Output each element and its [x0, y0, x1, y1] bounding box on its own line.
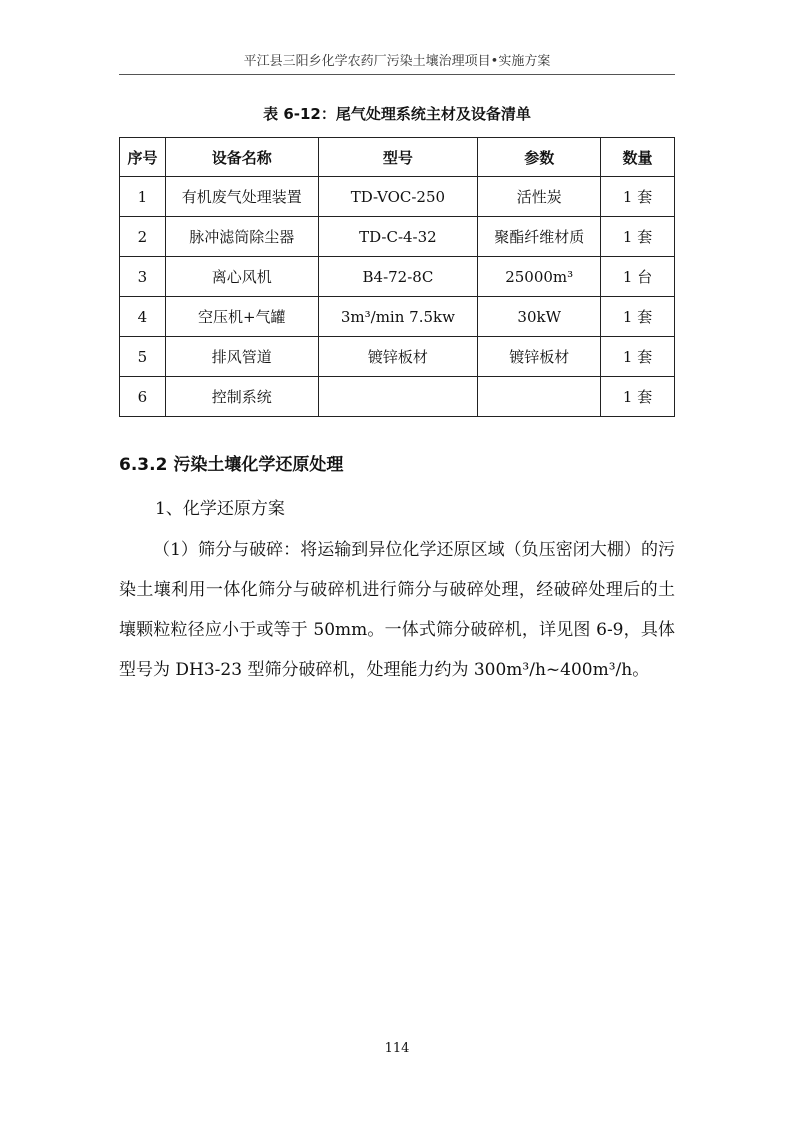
cell-name: 离心风机	[165, 257, 318, 297]
cell-no: 1	[120, 177, 166, 217]
cell-qty: 1 套	[601, 217, 675, 257]
cell-param	[478, 377, 601, 417]
cell-param: 25000m³	[478, 257, 601, 297]
column-header-qty: 数量	[601, 138, 675, 177]
table-row	[120, 217, 675, 257]
cell-name: 脉冲滤筒除尘器	[165, 217, 318, 257]
cell-param: 30kW	[478, 297, 601, 337]
table-row	[120, 177, 675, 217]
column-header-model: 型号	[318, 138, 478, 177]
table-row	[120, 257, 675, 297]
cell-no: 5	[120, 337, 166, 377]
header-divider	[119, 74, 675, 75]
cell-param: 镀锌板材	[478, 337, 601, 377]
table-row	[120, 377, 675, 417]
cell-qty: 1 套	[601, 337, 675, 377]
cell-model: 3m³/min 7.5kw	[318, 297, 478, 337]
cell-qty: 1 套	[601, 177, 675, 217]
page-number: 114	[384, 1041, 410, 1056]
cell-model: TD-VOC-250	[318, 177, 478, 217]
table-header-row	[120, 138, 675, 177]
cell-name: 有机废气处理装置	[165, 177, 318, 217]
cell-qty: 1 台	[601, 257, 675, 297]
cell-model: 镀锌板材	[318, 337, 478, 377]
equipment-table	[119, 137, 675, 417]
cell-param: 聚酯纤维材质	[478, 217, 601, 257]
cell-model: B4-72-8C	[318, 257, 478, 297]
body-paragraph	[119, 530, 675, 690]
cell-no: 6	[120, 377, 166, 417]
cell-model: TD-C-4-32	[318, 217, 478, 257]
cell-qty: 1 套	[601, 377, 675, 417]
section-heading: 6.3.2 污染土壤化学还原处理	[119, 455, 344, 475]
column-header-name: 设备名称	[165, 138, 318, 177]
cell-name: 控制系统	[165, 377, 318, 417]
table-caption: 表 6-12：尾气处理系统主材及设备清单	[263, 105, 531, 123]
cell-no: 2	[120, 217, 166, 257]
paragraph-text: （1）筛分与破碎：将运输到异位化学还原区域（负压密闭大棚）的污染土壤利用一体化筛分与破碎机进行筛分与破碎处理，经破碎处理后的土壤颗粒粒径应小于或等于 50mm。一体式筛分破碎机，详见图 6-9，具体型号为 DH3-23 型筛分破碎机，处理能力约为 300m³/h~400m³/h。	[119, 540, 675, 680]
subsection-heading: 1、化学还原方案	[155, 499, 285, 519]
cell-name: 空压机+气罐	[165, 297, 318, 337]
cell-model	[318, 377, 478, 417]
column-header-no: 序号	[120, 138, 166, 177]
cell-qty: 1 套	[601, 297, 675, 337]
cell-name: 排风管道	[165, 337, 318, 377]
running-header: 平江县三阳乡化学农药厂污染土壤治理项目•实施方案	[243, 54, 551, 69]
table-row	[120, 337, 675, 377]
cell-no: 4	[120, 297, 166, 337]
cell-no: 3	[120, 257, 166, 297]
column-header-param: 参数	[478, 138, 601, 177]
cell-param: 活性炭	[478, 177, 601, 217]
table-row	[120, 297, 675, 337]
